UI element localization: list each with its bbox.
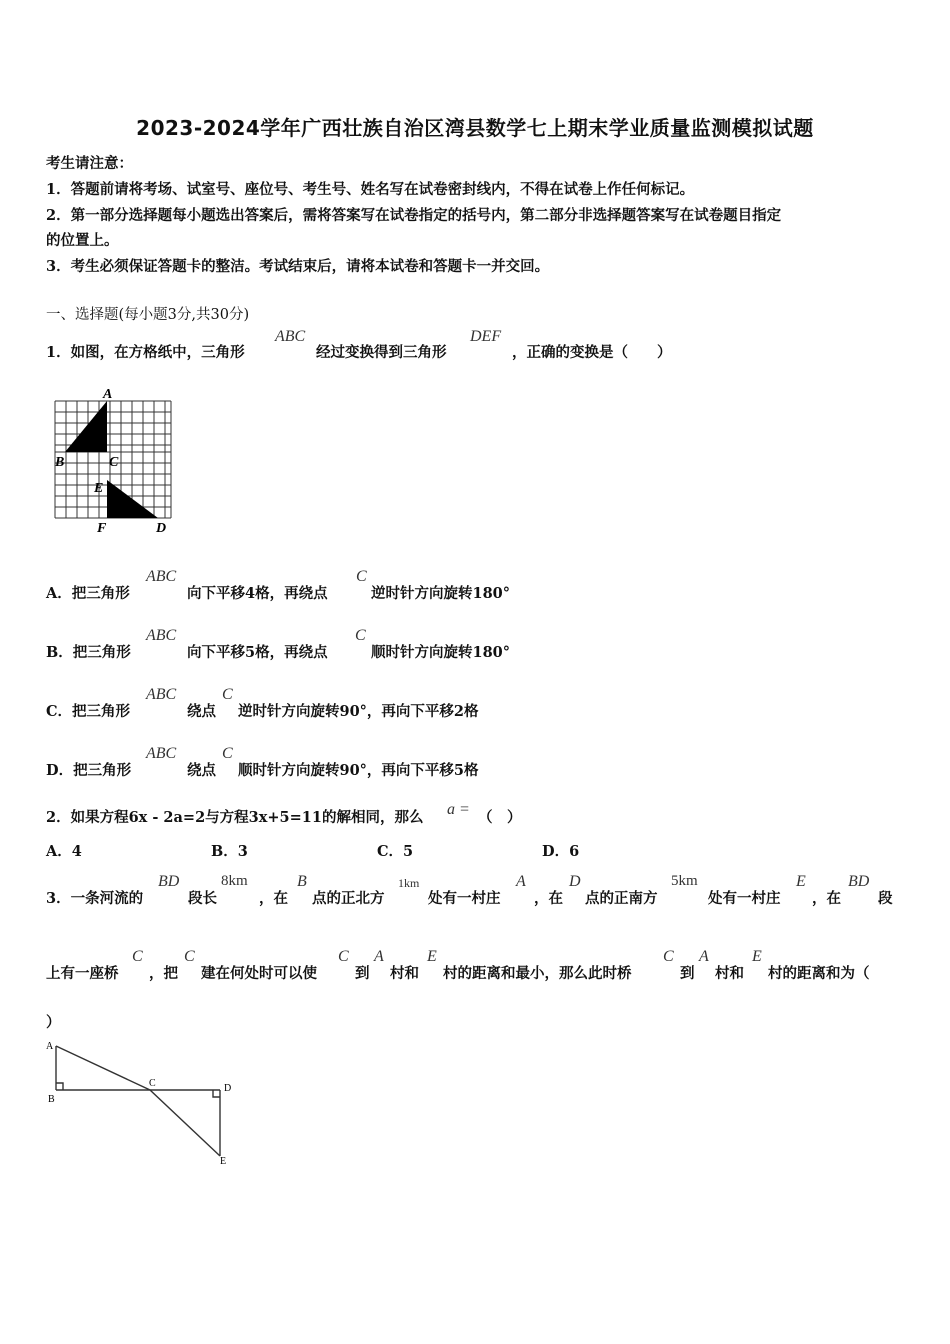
section-heading: 一、选择题(每小题3分,共30分) xyxy=(46,307,250,323)
q3-l1-t7: 点的正南方 xyxy=(585,890,658,907)
q2-option-d[interactable]: D．6 xyxy=(542,843,580,860)
q3-l1-t10: 段 xyxy=(878,890,893,907)
q3-l1-m-bd2: BD xyxy=(848,873,870,890)
q3-l1-u-8km: 8km xyxy=(221,873,248,889)
label-b: B xyxy=(55,455,65,470)
q3-l2-t5: 村和 xyxy=(390,965,419,982)
q1-text-1: 1．如图，在方格纸中，三角形 xyxy=(46,344,245,361)
q3-l1-t4: 点的正北方 xyxy=(312,890,385,907)
q3-l1-t5: 处有一村庄 xyxy=(428,890,501,907)
q3-l2-m-c3: C xyxy=(338,948,349,965)
q2-option-c[interactable]: C．5 xyxy=(377,843,414,860)
label-d: D xyxy=(156,521,167,536)
q3-l2-t8: 村和 xyxy=(715,965,744,982)
q2-math-a: a = xyxy=(447,801,470,818)
q3-l1-t2: 段长 xyxy=(188,890,217,907)
q3-l1-m-bd: BD xyxy=(158,873,180,890)
river-label-d: D xyxy=(224,1083,232,1094)
q1-option-a-text-1[interactable]: A．把三角形 xyxy=(46,585,130,602)
q3-l2-t4: 到 xyxy=(355,965,370,982)
q2-text-2: （ ） xyxy=(478,809,522,826)
river-label-e: E xyxy=(220,1156,227,1166)
q3-l1-m-e: E xyxy=(796,873,806,890)
q3-l2-t3: 建在何处时可以使 xyxy=(201,965,317,982)
q1-option-c-text-3: 逆时针方向旋转90°，再向下平移2格 xyxy=(238,703,479,720)
q2-option-a[interactable]: A．4 xyxy=(46,843,82,860)
q1-option-a-math-2: C xyxy=(356,568,367,585)
q1-option-a-math-1: ABC xyxy=(146,568,177,585)
q1-option-d-math-2: C xyxy=(222,745,233,762)
q2-option-b[interactable]: B．3 xyxy=(211,843,248,860)
q3-l2-t1: 上有一座桥 xyxy=(46,965,119,982)
q3-l1-t9: ，在 xyxy=(812,890,841,907)
q3-l1-t3: ，在 xyxy=(259,890,288,907)
q3-l2-t6: 村的距离和最小，那么此时桥 xyxy=(443,965,632,982)
label-e: E xyxy=(94,481,104,496)
label-a: A xyxy=(103,387,113,402)
q3-l2-m-c4: C xyxy=(663,948,674,965)
q1-option-d-math-1: ABC xyxy=(146,745,177,762)
q3-l2-m-a2: A xyxy=(699,948,709,965)
q1-option-b-math-1: ABC xyxy=(146,627,177,644)
q3-l1-m-d: D xyxy=(569,873,581,890)
q3-l2-m-c2: C xyxy=(184,948,195,965)
page-title: 2023-2024学年广西壮族自治区湾县数学七上期末学业质量监测模拟试题 xyxy=(136,116,814,140)
q3-l2-t7: 到 xyxy=(680,965,695,982)
q1-option-b-text-3: 顺时针方向旋转180° xyxy=(371,644,511,661)
q1-math-def: DEF xyxy=(470,328,502,345)
notice-heading: 考生请注意： xyxy=(46,155,133,172)
q3-l2-m-a1: A xyxy=(374,948,384,965)
label-c: C xyxy=(109,455,119,470)
q1-option-c-math-2: C xyxy=(222,686,233,703)
q3-l2-m-e1: E xyxy=(427,948,437,965)
q3-l1-t1: 3．一条河流的 xyxy=(46,890,144,907)
q1-option-d-text-2: 绕点 xyxy=(187,762,216,779)
q1-grid-figure xyxy=(50,386,180,536)
q3-l1-m-a: A xyxy=(516,873,526,890)
river-label-a: A xyxy=(46,1041,54,1052)
q3-l2-t2: ，把 xyxy=(149,965,178,982)
triangle-abc xyxy=(65,401,107,452)
q3-l1-u-1km: 1km xyxy=(398,876,420,890)
q3-l2-t9: 村的距离和为（ xyxy=(768,965,870,982)
label-f: F xyxy=(97,521,107,536)
river-label-c: C xyxy=(149,1078,156,1089)
q1-option-c-text-2: 绕点 xyxy=(187,703,216,720)
river-label-b: B xyxy=(48,1094,55,1105)
q3-l1-u-5km: 5km xyxy=(671,873,698,889)
notice-item-2: 2．第一部分选择题每小题选出答案后，需将答案写在试卷指定的括号内，第二部分非选择题答案写在试卷题目指定 xyxy=(46,207,782,224)
q1-math-abc: ABC xyxy=(275,328,306,345)
notice-item-3: 3．考生必须保证答题卡的整洁。考试结束后，请将本试卷和答题卡一并交回。 xyxy=(46,258,550,275)
q1-option-c-math-1: ABC xyxy=(146,686,177,703)
q1-option-a-text-2: 向下平移4格，再绕点 xyxy=(187,585,328,602)
notice-item-1: 1．答题前请将考场、试室号、座位号、考生号、姓名写在试卷密封线内，不得在试卷上作任何标记。 xyxy=(46,181,695,198)
q3-l1-t6: ，在 xyxy=(534,890,563,907)
q2-text-1: 2．如果方程6x - 2a=2与方程3x+5=11的解相同，那么 xyxy=(46,809,424,826)
q3-l2-m-c1: C xyxy=(132,948,143,965)
q1-option-b-text-2: 向下平移5格，再绕点 xyxy=(187,644,328,661)
q3-l3: ） xyxy=(46,1014,61,1031)
q1-option-a-text-3: 逆时针方向旋转180° xyxy=(371,585,511,602)
q1-text-3: ，正确的变换是（ ） xyxy=(512,344,672,361)
q1-option-b-math-2: C xyxy=(355,627,366,644)
q1-option-d-text-3: 顺时针方向旋转90°，再向下平移5格 xyxy=(238,762,479,779)
q1-option-b-text-1[interactable]: B．把三角形 xyxy=(46,644,131,661)
q1-text-2: 经过变换得到三角形 xyxy=(316,344,447,361)
q3-l1-m-b: B xyxy=(297,873,307,890)
q3-l1-t8: 处有一村庄 xyxy=(708,890,781,907)
q1-option-c-text-1[interactable]: C．把三角形 xyxy=(46,703,131,720)
q1-option-d-text-1[interactable]: D．把三角形 xyxy=(46,762,132,779)
notice-item-2-cont: 的位置上。 xyxy=(46,232,119,249)
q3-l2-m-e2: E xyxy=(752,948,762,965)
q3-river-figure xyxy=(40,1036,240,1166)
